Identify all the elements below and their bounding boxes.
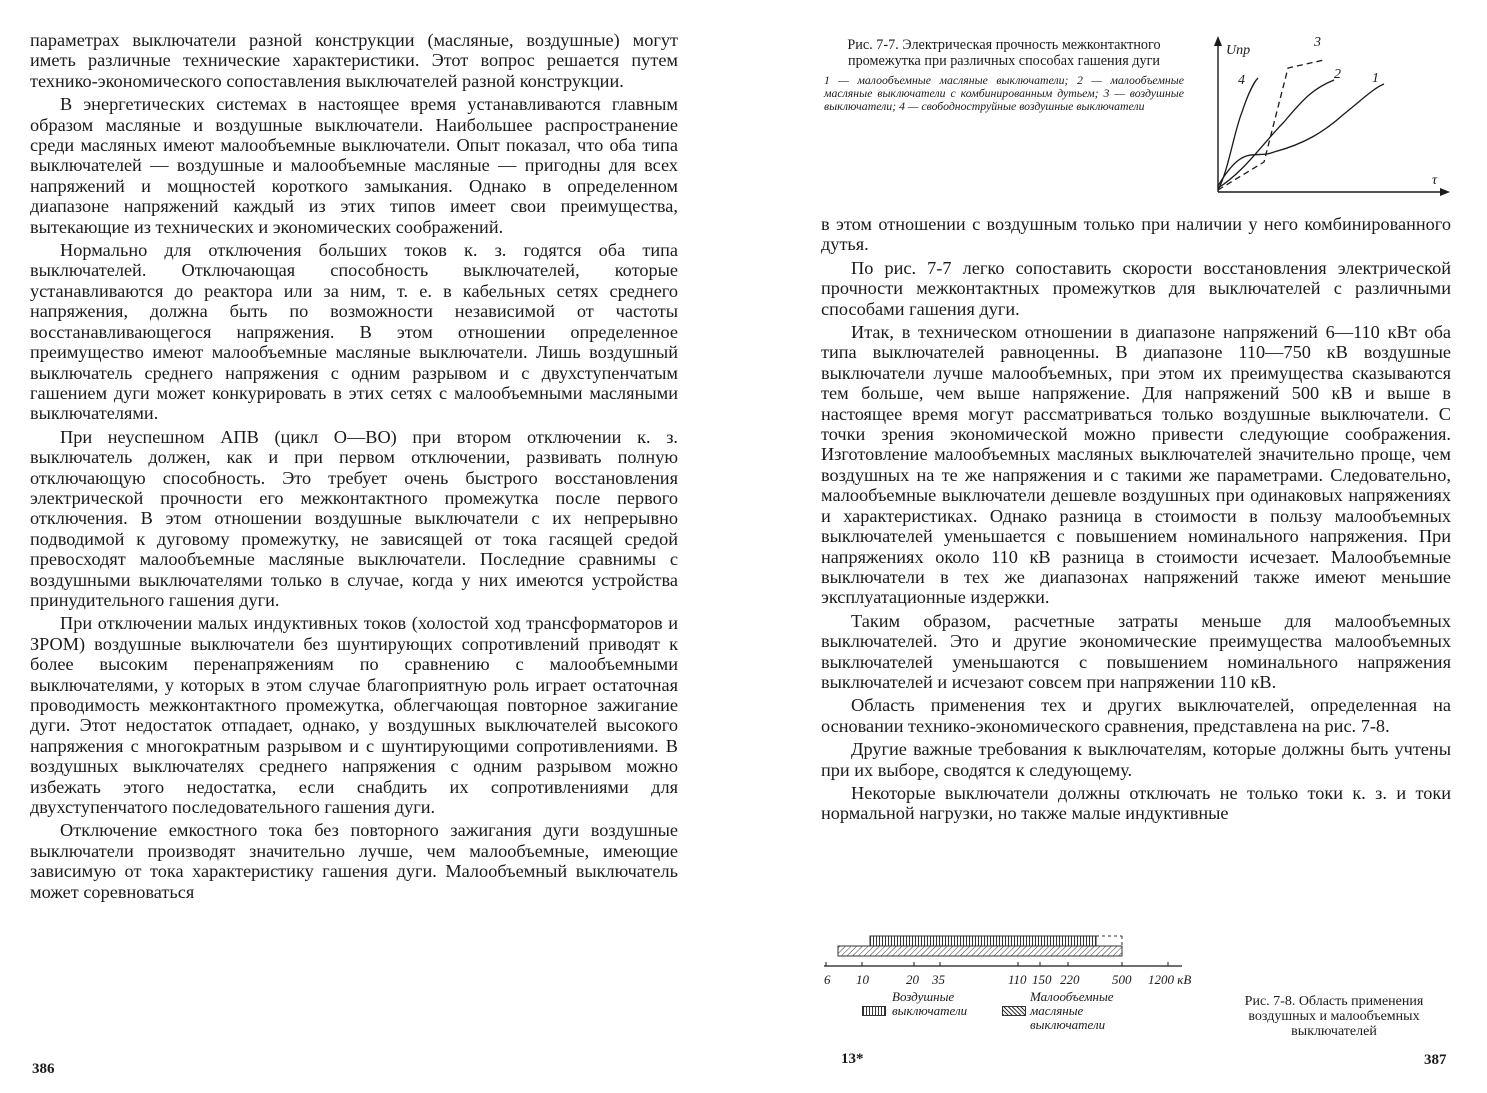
curve-1 xyxy=(1218,84,1384,186)
figure-7-8-caption: Рис. 7-8. Область применения воздушных и малообъемных выключателей xyxy=(1244,994,1424,1039)
right-text-column xyxy=(821,214,1451,824)
paragraph: Таким образом, расчетные затраты меньше для малообъемных выключателей. Это и другие экономические преимущества малообъемных выключателей уменьшаются с повышением номинального напряжения выключателей и исчезают совсем при напряжении 110 кВ. xyxy=(821,610,1451,692)
tick-label: 110 xyxy=(1008,972,1027,987)
y-axis-label: Uпр xyxy=(1226,43,1251,58)
paragraph: параметрах выключатели разной конструкции (масляные, воздушные) могут иметь различные технические характеристики. Этот вопрос решается путем технико-экономического сопоставления выключателей разной конструкции. xyxy=(30,30,678,91)
figure-7-7 xyxy=(1204,32,1464,202)
paragraph: По рис. 7-7 легко сопоставить скорости восстановления электрической прочности межконтактных промежутков для выключателей с различными способами гашения дуги. xyxy=(821,257,1451,319)
tick-label: 6 xyxy=(824,972,831,987)
curve-label: 3 xyxy=(1314,35,1321,50)
paragraph: Некоторые выключатели должны отключать не только токи к. з. и токи нормальной нагрузки, но также малые индуктивные xyxy=(821,782,1451,824)
paragraph: В энергетических системах в настоящее время устанавливаются главным образом масляные и воздушные выключатели. Наибольшее распространение среди масляных имеют малообъемные выключатели. Опыт показал, что оба типа выключателей — воздушные и малообъемные масляные — пригодны для всех напряжений и мощностей короткого замыкания. Однако в определенном диапазоне напряжений каждый из этих типов имеет свои преимущества, вытекающие из технических и экономических соображений. xyxy=(30,94,678,237)
page-number: 387 xyxy=(1424,1052,1447,1068)
curve-label: 2 xyxy=(1334,67,1341,82)
tick-label: 35 xyxy=(932,972,945,987)
figure-7-7-caption xyxy=(824,38,1184,113)
paragraph: Отключение емкостного тока без повторного зажигания дуги воздушные выключатели производят значительно лучше, чем малообъемные, имеющие зависимую от тока характеристику гашения дуги. Малообъемный выключатель может соревноваться xyxy=(30,820,678,902)
y-axis-arrow xyxy=(1214,36,1222,46)
curve-label: 1 xyxy=(1372,71,1379,86)
tick-label: 1200 кВ xyxy=(1148,972,1192,987)
tick-label: 220 xyxy=(1060,972,1080,987)
air-range-bar xyxy=(870,936,1096,946)
page-number: 386 xyxy=(32,1061,55,1077)
x-axis-label: τ xyxy=(1432,173,1438,188)
paragraph: Область применения тех и других выключателей, определенная на основании технико-экономического сравнения, представлена на рис. 7-8. xyxy=(821,695,1451,736)
air-legend-label: Воздушные выключатели xyxy=(892,989,968,1018)
figure-caption-title: Рис. 7-7. Электрическая прочность межконтактного промежутка при различных способах гашения дуги xyxy=(847,37,1161,69)
figure-7-8 xyxy=(822,924,1192,1044)
oil-legend-swatch xyxy=(1002,1006,1026,1016)
x-axis-arrow xyxy=(1440,188,1450,196)
curve-3 xyxy=(1218,60,1324,190)
paragraph: Нормально для отключения больших токов к. з. годятся оба типа выключателей. Отключающая способность выключателей, которые устанавливаются до реактора или за ним, т. е. в кабельных сетях среднего напряжения, должна быть по возможности независимой от частоты восстанавливающегося напряжения. В этом отношении определенное преимущество имеют малообъемные масляные выключатели. Лишь воздушный выключатель среднего напряжения с одним разрывом и с двухступенчатым гашением дуги может конкурировать в этих сетях с малообъемными масляными выключателями. xyxy=(30,240,678,424)
oil-legend-label: Малообъемные масляные выключатели xyxy=(1030,989,1114,1032)
left-text-column xyxy=(30,30,678,902)
figure-caption-legend: 1 — малообъемные масляные выключатели; 2 — малообъемные масляные выключатели с комбинированным дутьем; 3 — воздушные выключатели; 4 — свободноструйные воздушные выключатели xyxy=(824,73,1184,113)
paragraph: Другие важные требования к выключателям, которые должны быть учтены при их выборе, сводятся к следующему. xyxy=(821,739,1451,780)
figure-7-7-plot xyxy=(1204,32,1464,202)
tick-label: 10 xyxy=(856,972,869,987)
paragraph: Итак, в техническом отношении в диапазоне напряжений 6—110 кВт оба типа выключателей равноценны. В диапазоне 110—750 кВ воздушные выключатели лучше малообъемных, при этом их преимущества сказываются тем больше, чем выше напряжение. Для напряжений 500 кВ и выше в настоящее время могут рассматриваться только воздушные выключатели. С точки зрения экономической можно привести следующие соображения. Изготовление малообъемных масляных выключателей значительно проще, чем воздушных на те же напряжения и с такими же параметрами. Следовательно, малообъемные выключатели дешевле воздушных при одинаковых напряжениях и характеристиках. Однако разница в стоимости в пользу малообъемных выключателей уменьшается с повышением номинального напряжения. При напряжениях около 110 кВ разница в стоимости исчезает. Малообъемные выключатели в тех же диапазонах напряжений также имеют меньшие эксплуатационные издержки. xyxy=(821,322,1451,608)
air-legend-swatch xyxy=(862,1006,886,1016)
tick-label: 20 xyxy=(906,972,919,987)
printer-signature: 13* xyxy=(841,1051,864,1067)
tick-label: 150 xyxy=(1032,972,1052,987)
oil-range-bar xyxy=(838,946,1122,956)
right-page xyxy=(744,0,1487,1093)
paragraph: в этом отношении с воздушным только при наличии у него комбинированного дутья. xyxy=(821,214,1451,255)
tick-label: 500 xyxy=(1112,972,1132,987)
curve-label: 4 xyxy=(1238,73,1245,88)
figure-7-8-bars xyxy=(822,924,1192,970)
paragraph: При отключении малых индуктивных токов (холостой ход трансформаторов и ЗРОМ) воздушные выключатели без шунтирующих сопротивлений приводят к более высоким перенапряжениям по сравнению с малообъемными выключателями, у которых в этом случае благоприятную роль играет остаточная проводимость межконтактного промежутка, облегчающая повторное зажигание дуги. Этот недостаток отпадает, однако, у воздушных выключателей высокого напряжения с многократным разрывом и с шунтирующими сопротивлениями. В воздушных выключателях среднего напряжения с одним разрывом можно избежать этого недостатка, если снабдить их сопротивлениями для двухступенчатого последовательного гашения дуги. xyxy=(30,613,678,818)
paragraph: При неуспешном АПВ (цикл О—ВО) при втором отключении к. з. выключатель должен, как и при первом отключении, развивать полную отключающую способность. Это требует очень быстрого восстановления электрической прочности его межконтактного промежутка после первого отключения. В этом отношении воздушные выключатели с их непрерывно подводимой к дуговому промежутку, не зависящей от тока гасящей средой превосходят малообъемные масляные выключатели. Последние сравнимы с воздушными выключателями только в случае, когда у них имеются устройства принудительного гашения дуги. xyxy=(30,426,678,610)
